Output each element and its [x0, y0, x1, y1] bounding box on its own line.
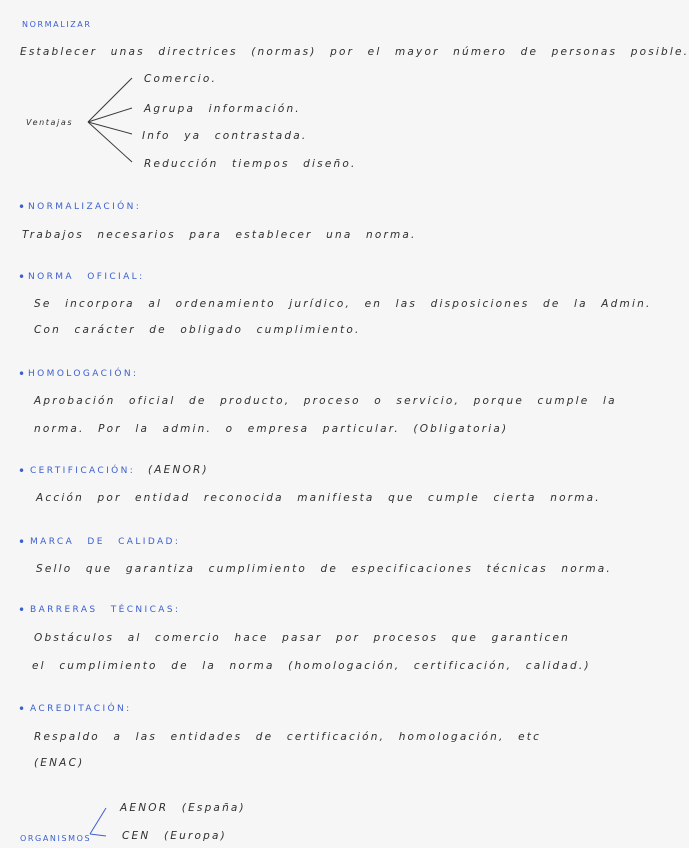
ventajas-item: Agrupa información. — [144, 103, 301, 115]
section-heading: CERTIFICACIÓN: — [30, 466, 136, 476]
ventajas-label: Ventajas — [26, 118, 74, 127]
bullet-icon: • — [18, 702, 26, 716]
section-heading: ACREDITACIÓN: — [30, 704, 132, 714]
section-text: Se incorpora al ordenamiento jurídico, en las disposiciones de la Admin. — [34, 298, 652, 310]
ventajas-item: Reducción tiempos diseño. — [144, 158, 357, 170]
organismos-label: ORGANISMOS — [20, 834, 92, 843]
organismos-item: AENOR (España) — [120, 802, 246, 814]
section-text: Aprobación oficial de producto, proceso o servicio, porque cumple la — [34, 395, 617, 407]
section-text: norma. Por la admin. o empresa particular. (Obligatoria) — [34, 423, 509, 435]
section-heading: MARCA DE CALIDAD: — [30, 537, 181, 547]
section-heading: NORMALIZACIÓN: — [28, 202, 142, 212]
bullet-icon: • — [18, 200, 26, 214]
section-heading: BARRERAS TÉCNICAS: — [30, 605, 181, 615]
section-text: Obstáculos al comercio hace pasar por procesos que garanticen — [34, 632, 571, 644]
section-text: el cumplimiento de la norma (homologación, certificación, calidad.) — [32, 660, 591, 672]
section-heading: HOMOLOGACIÓN: — [28, 369, 139, 379]
section-heading-suffix: (AENOR) — [148, 464, 209, 476]
section-text: Con carácter de obligado cumplimiento. — [34, 324, 361, 336]
section-heading: NORMA OFICIAL: — [28, 272, 145, 282]
intro-text: Establecer unas directrices (normas) por el mayor número de personas posible. — [20, 46, 689, 58]
section-text: Sello que garantiza cumplimiento de especificaciones técnicas norma. — [36, 563, 612, 575]
section-text: Trabajos necesarios para establecer una norma. — [22, 229, 417, 241]
bullet-icon: • — [18, 367, 26, 381]
bullet-icon: • — [18, 535, 26, 549]
ventajas-item: Info ya contrastada. — [142, 130, 308, 142]
bullet-icon: • — [18, 270, 26, 284]
page-title: NORMALIZAR — [22, 20, 92, 29]
section-text: (ENAC) — [34, 757, 85, 769]
section-text: Acción por entidad reconocida manifiesta que cumple cierta norma. — [36, 492, 601, 504]
ventajas-item: Comercio. — [144, 73, 218, 85]
bullet-icon: • — [18, 603, 26, 617]
organismos-item: CEN (Europa) — [122, 830, 227, 842]
bullet-icon: • — [18, 464, 26, 478]
section-text: Respaldo a las entidades de certificación, homologación, etc — [34, 731, 542, 743]
